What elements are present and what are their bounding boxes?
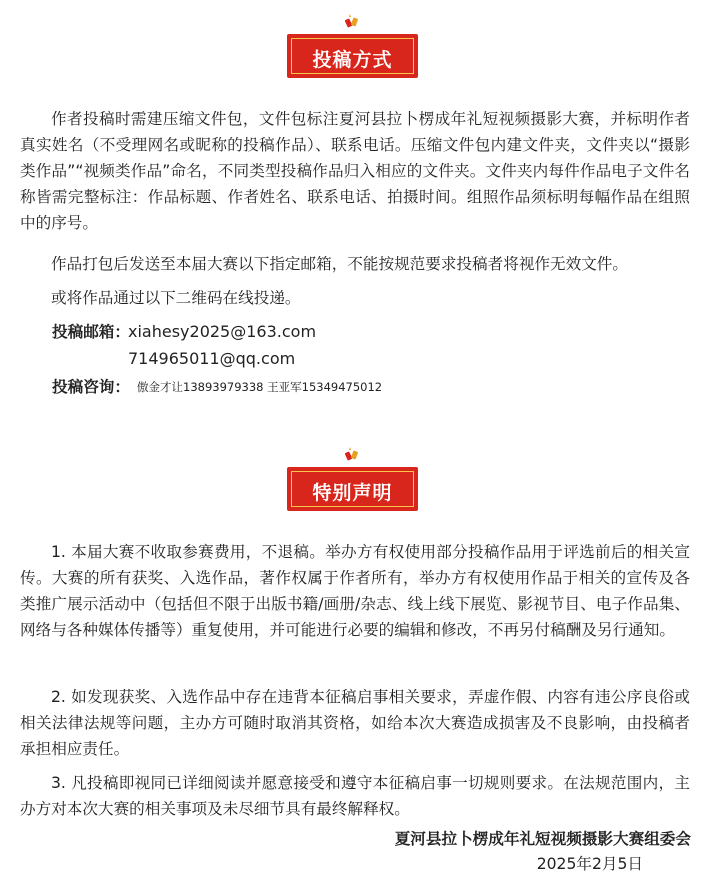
signature-date: 2025年2月5日: [536, 855, 643, 873]
firecracker-ornament-icon: [345, 14, 359, 28]
consult-contacts: 傲金才让13893979338 王亚军15349475012: [137, 380, 383, 394]
email-address-2[interactable]: 714965011@qq.com: [128, 349, 296, 368]
email-address-1[interactable]: xiahesy2025@163.com: [128, 322, 317, 341]
declaration-paragraph-1: 1. 本届大赛不收取参赛费用，不退稿。举办方有权使用部分投稿作品用于评选前后的相关宣传。大赛的所有获奖、入选作品，著作权属于作者所有，举办方有权使用作品于相关的宣传及各类推广展示活动中（包括但不限于出版书籍/画册/杂志、线上线下展览、影视节目、电子作品集、网络与各种媒体传播等）重复使用，并可能进行必要的编辑和修改，不再另付稿酬及另行通知。: [20, 543, 690, 639]
email-label: 投稿邮箱：: [52, 323, 130, 341]
consult-label: 投稿咨询：: [52, 378, 130, 396]
declaration-paragraph-3: 3. 凡投稿即视同已详细阅读并愿意接受和遵守本征稿启事一切规则要求。在法规范围内，主办方对本次大赛的相关事项及未尽细节具有最终解释权。: [20, 774, 690, 818]
firecracker-ornament-icon: [345, 447, 359, 461]
section-badge-declaration: [287, 467, 418, 511]
section-title: 投稿方式: [312, 49, 393, 71]
section-title: 特别声明: [312, 482, 393, 504]
submission-paragraph-3: 或将作品通过以下二维码在线投递。: [51, 289, 301, 307]
section-badge-submission: [287, 34, 418, 78]
submission-paragraph-2: 作品打包后发送至本届大赛以下指定邮箱，不能按规范要求投稿者将视作无效文件。: [51, 255, 628, 273]
declaration-paragraph-2: 2. 如发现获奖、入选作品中存在违背本征稿启事相关要求，弄虚作假、内容有违公序良俗或相关法律法规等问题，主办方可随时取消其资格，如给本次大赛造成损害及不良影响，由投稿者承担相应责任。: [20, 688, 690, 758]
submission-paragraph-1: 作者投稿时需建压缩文件包，文件包标注夏河县拉卜楞成年礼短视频摄影大赛，并标明作者真实姓名（不受理网名或昵称的投稿作品）、联系电话。压缩文件包内建文件夹，文件夹以“摄影类作品”“视频类作品”命名，不同类型投稿作品归入相应的文件夹。文件夹内每件作品电子文件名称皆需完整标注：作品标题、作者姓名、联系电话、拍摄时间。组照作品须标明每幅作品在组照中的序号。: [20, 110, 690, 232]
organizer-signature: 夏河县拉卜楞成年礼短视频摄影大赛组委会: [394, 830, 691, 848]
